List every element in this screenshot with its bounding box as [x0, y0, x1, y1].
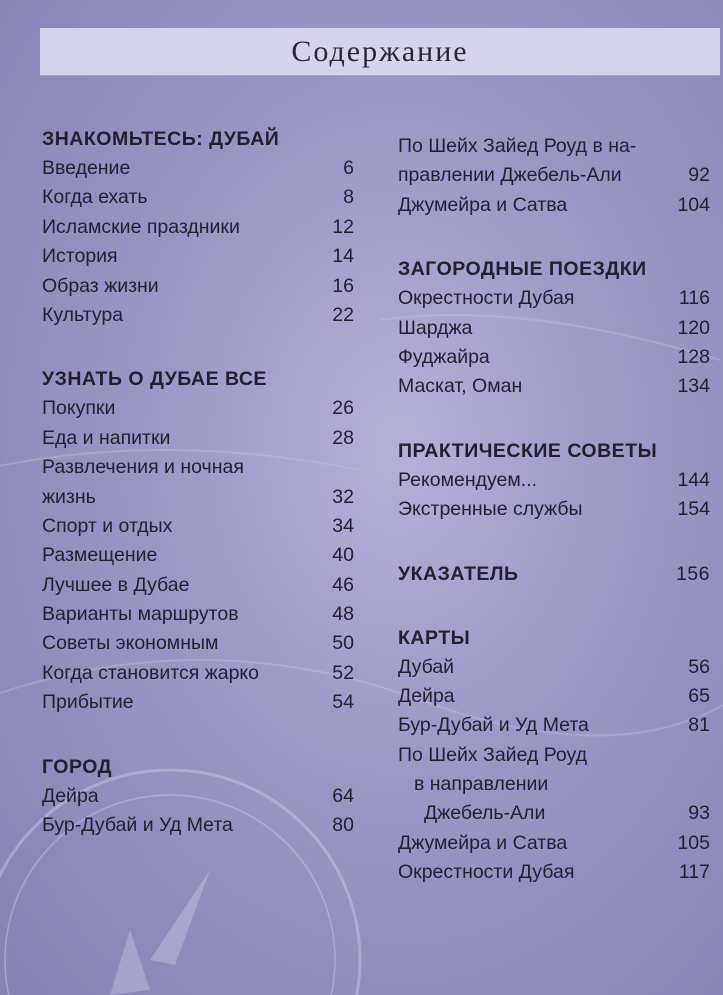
toc-section-heading[interactable] — [398, 436, 710, 466]
toc-left-column — [42, 124, 354, 874]
toc-entry[interactable] — [398, 191, 710, 220]
toc-entry-page: 34 — [332, 514, 354, 537]
toc-section-heading[interactable] — [398, 559, 710, 589]
toc-entry[interactable] — [42, 213, 354, 242]
toc-entry-page: 40 — [332, 544, 354, 567]
toc-entry-page: 16 — [332, 274, 354, 297]
toc-entry[interactable] — [42, 688, 354, 717]
toc-entry[interactable] — [42, 424, 354, 453]
toc-section-heading-page: 156 — [675, 562, 710, 585]
toc-entry-title: Окрестности Дубая — [398, 287, 575, 310]
toc-entry-page: 117 — [678, 861, 710, 884]
toc-entry[interactable] — [42, 782, 354, 811]
toc-section-heading[interactable] — [42, 752, 354, 782]
toc-entry[interactable] — [398, 132, 710, 161]
toc-entry-title: Дубай — [398, 655, 455, 678]
toc-right-column — [398, 124, 710, 922]
toc-entry[interactable] — [398, 682, 710, 711]
toc-section-heading[interactable] — [42, 124, 354, 154]
toc-entry-title: Образ жизни — [42, 274, 159, 297]
toc-entry[interactable] — [42, 571, 354, 600]
toc-section — [398, 254, 710, 402]
toc-entry-title: Прибытие — [42, 691, 134, 714]
toc-entry-title: По Шейх Зайед Роуд в на- — [398, 135, 637, 157]
toc-entry[interactable] — [398, 495, 710, 524]
toc-entry[interactable] — [42, 483, 354, 512]
toc-entry-title: Дейра — [398, 684, 455, 707]
toc-entry[interactable] — [398, 770, 710, 799]
toc-entry-title: Еда и напитки — [42, 426, 171, 449]
toc-entry-page: 65 — [688, 684, 710, 707]
toc-entry[interactable] — [42, 811, 354, 840]
toc-entry[interactable] — [42, 600, 354, 629]
toc-entry-page: 144 — [677, 468, 710, 491]
toc-entry-title: Фуджайра — [398, 345, 490, 368]
toc-entry-page: 14 — [332, 245, 354, 268]
toc-entry-page: 81 — [688, 714, 710, 737]
toc-entry[interactable] — [42, 301, 354, 330]
toc-entry[interactable] — [398, 653, 710, 682]
toc-entry-title: Окрестности Дубая — [398, 861, 575, 884]
toc-section — [398, 559, 710, 589]
toc-entry-page: 105 — [677, 831, 710, 854]
toc-entry-title: Когда становится жарко — [42, 661, 260, 684]
toc-entry-page: 134 — [677, 375, 710, 398]
toc-entry[interactable] — [42, 453, 354, 482]
toc-entry[interactable] — [42, 272, 354, 301]
toc-entry-page: 56 — [688, 655, 710, 678]
toc-entry-title: Маскат, Оман — [398, 375, 523, 398]
toc-entry-title: Джебель-Али — [424, 802, 546, 825]
toc-entry-page: 80 — [332, 814, 354, 837]
contents-title: Содержание — [291, 34, 469, 68]
toc-entry-title: История — [42, 245, 118, 268]
toc-entry[interactable] — [398, 343, 710, 372]
toc-entry-page: 104 — [677, 193, 710, 216]
toc-entry-page: 128 — [677, 345, 710, 368]
toc-entry-page: 93 — [688, 802, 710, 825]
toc-section-heading-text: УЗНАТЬ О ДУБАЕ ВСЕ — [42, 368, 267, 391]
toc-section-heading-text: ПРАКТИЧЕСКИЕ СОВЕТЫ — [398, 439, 658, 462]
toc-section — [42, 124, 354, 330]
toc-entry-title: Советы экономным — [42, 632, 219, 655]
toc-section-heading[interactable] — [398, 623, 710, 653]
toc-entry-page: 6 — [343, 157, 354, 179]
toc-entry[interactable] — [398, 372, 710, 401]
toc-continuation — [398, 132, 710, 220]
toc-entry[interactable] — [42, 154, 354, 183]
toc-entry[interactable] — [398, 799, 710, 828]
toc-entry-title: Лучшее в Дубае — [42, 573, 190, 596]
toc-entry[interactable] — [42, 541, 354, 570]
toc-entry-page: 92 — [688, 164, 710, 187]
toc-entry[interactable] — [42, 242, 354, 271]
toc-entry-title: По Шейх Зайед Роуд — [398, 743, 588, 766]
toc-entry-page: 116 — [678, 287, 710, 310]
toc-entry[interactable] — [42, 659, 354, 688]
toc-entry-title: правлении Джебель-Али — [398, 164, 622, 187]
toc-entry-page: 54 — [332, 691, 354, 714]
toc-entry[interactable] — [398, 284, 710, 313]
toc-entry[interactable] — [42, 183, 354, 212]
toc-entry-page: 12 — [332, 215, 354, 238]
toc-entry-page: 26 — [332, 397, 354, 420]
toc-entry-page: 120 — [677, 316, 710, 339]
toc-entry-title: в направлении — [414, 773, 549, 796]
toc-entry[interactable] — [398, 161, 710, 190]
toc-entry[interactable] — [398, 314, 710, 343]
toc-section-heading-text: ЗНАКОМЬТЕСЬ: ДУБАЙ — [42, 128, 280, 150]
toc-entry-title: Шарджа — [398, 316, 473, 339]
toc-entry-page: 22 — [332, 303, 354, 326]
toc-entry-title: Экстренные службы — [398, 498, 583, 521]
toc-entry-title: Дейра — [42, 784, 99, 807]
toc-section — [398, 436, 710, 525]
toc-entry-title: Культура — [42, 303, 124, 326]
toc-entry-page: 64 — [332, 784, 354, 807]
toc-entry-title: Когда ехать — [42, 186, 148, 209]
toc-entry-title: Введение — [42, 157, 131, 179]
toc-section — [42, 364, 354, 717]
toc-entry[interactable] — [398, 858, 710, 887]
toc-section-heading-text: УКАЗАТЕЛЬ — [398, 562, 519, 585]
contents-title-bar — [40, 28, 720, 76]
toc-entry-title: Бур-Дубай и Уд Мета — [42, 814, 233, 837]
toc-section-heading[interactable] — [42, 364, 354, 394]
toc-entry-page: 8 — [343, 186, 354, 209]
toc-entry-page: 32 — [332, 485, 354, 508]
toc-entry-page: 154 — [677, 498, 710, 521]
toc-entry-title: Размещение — [42, 544, 158, 567]
toc-entry-title: Спорт и отдых — [42, 514, 173, 537]
toc-entry-page: 52 — [332, 661, 354, 684]
toc-entry-title: Джумейра и Сатва — [398, 831, 568, 854]
toc-entry-title: Развлечения и ночная — [42, 456, 244, 479]
toc-section-heading-text: ГОРОД — [42, 755, 113, 778]
toc-entry[interactable] — [398, 829, 710, 858]
toc-entry-page: 28 — [332, 426, 354, 449]
toc-entry-title: Исламские праздники — [42, 215, 240, 238]
toc-section-heading[interactable] — [398, 254, 710, 284]
toc-section-heading-text: ЗАГОРОДНЫЕ ПОЕЗДКИ — [398, 258, 647, 281]
toc-section — [42, 752, 354, 841]
toc-entry[interactable] — [42, 629, 354, 658]
toc-entry-page: 50 — [332, 632, 354, 655]
toc-entry-page: 48 — [332, 603, 354, 626]
toc-entry[interactable] — [398, 711, 710, 740]
toc-entry-title: жизнь — [42, 485, 96, 508]
toc-entry-title: Джумейра и Сатва — [398, 193, 568, 216]
toc-entry-title: Бур-Дубай и Уд Мета — [398, 714, 589, 737]
toc-section-heading-text: КАРТЫ — [398, 626, 471, 649]
toc-section — [398, 623, 710, 888]
toc-entry-title: Рекомендуем... — [398, 468, 538, 491]
toc-entry[interactable] — [42, 512, 354, 541]
toc-entry-page: 46 — [332, 573, 354, 596]
toc-entry[interactable] — [398, 741, 710, 770]
toc-entry-title: Варианты маршрутов — [42, 603, 239, 626]
toc-entry[interactable] — [398, 466, 710, 495]
toc-entry[interactable] — [42, 394, 354, 423]
toc-entry-title: Покупки — [42, 397, 116, 420]
